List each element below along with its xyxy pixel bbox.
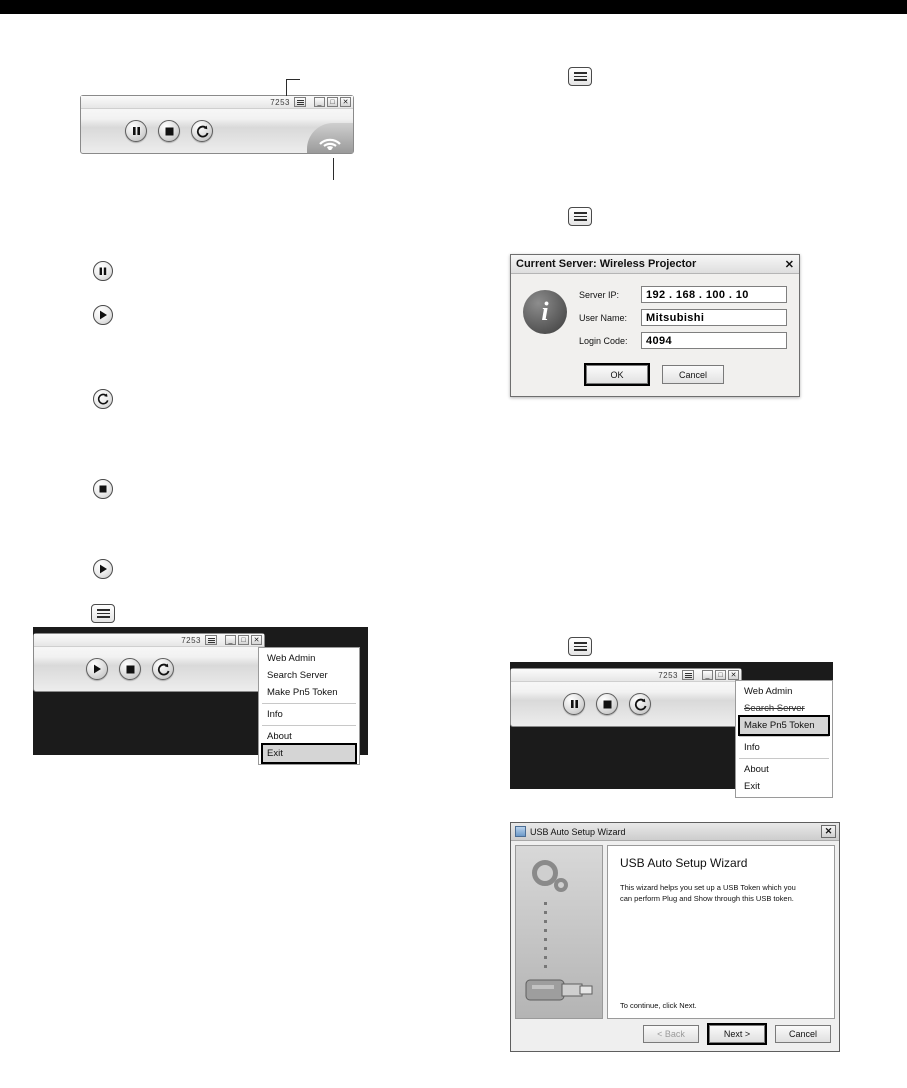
toolbar-body xyxy=(81,109,353,153)
toolbar-titlebar-token xyxy=(511,669,741,682)
dialog-buttons xyxy=(511,361,799,396)
page-top-band xyxy=(0,0,907,14)
user-name-field[interactable]: Mitsubishi xyxy=(641,309,787,326)
wizard-buttons xyxy=(511,1023,839,1051)
menu-divider-4 xyxy=(739,758,829,759)
toolbar-titlebar-exit xyxy=(34,634,264,647)
cancel-button[interactable]: Cancel xyxy=(662,365,724,384)
login-code-field[interactable]: 4094 xyxy=(641,332,787,349)
field-row-user-name xyxy=(579,309,787,326)
menu-item-info-2[interactable]: Info xyxy=(744,742,760,753)
dialog-titlebar xyxy=(511,255,799,274)
cancel-button-wizard[interactable]: Cancel xyxy=(775,1025,831,1043)
floating-toolbar-top[interactable] xyxy=(80,95,354,154)
menu-item-info[interactable]: Info xyxy=(267,709,283,720)
back-button[interactable]: < Back xyxy=(643,1025,699,1043)
refresh-icon xyxy=(93,389,113,409)
server-ip-label: Server IP: xyxy=(579,289,620,300)
maximize-button[interactable]: □ xyxy=(327,97,338,107)
gear-icon-small xyxy=(554,878,568,892)
play-icon-2 xyxy=(93,559,113,579)
wifi-signal-icon[interactable] xyxy=(307,123,353,153)
field-row-server-ip xyxy=(579,286,787,303)
dialog-title: Current Server: Wireless Projector xyxy=(516,258,697,270)
close-button-exit[interactable]: ✕ xyxy=(251,635,262,645)
menu-divider-2 xyxy=(262,725,356,726)
hamburger-menu-icon-token[interactable] xyxy=(682,670,694,680)
stop-button[interactable] xyxy=(158,120,180,142)
stop-icon xyxy=(93,479,113,499)
menu-item-search-server-2[interactable]: Search Server xyxy=(744,703,805,714)
wizard-main xyxy=(511,841,839,1023)
menu-icon-right-third xyxy=(568,637,592,656)
menu-item-make-pn5-token[interactable]: Make Pn5 Token xyxy=(267,687,338,698)
pause-button[interactable] xyxy=(125,120,147,142)
close-icon-wizard[interactable]: ✕ xyxy=(821,825,836,838)
maximize-button-token[interactable]: □ xyxy=(715,670,726,680)
dialog-body xyxy=(511,274,799,361)
usb-token-icon xyxy=(524,966,598,1010)
wizard-title-left xyxy=(515,826,626,837)
session-code-token: 7253 xyxy=(658,670,678,680)
menu-icon-right-second xyxy=(568,207,592,226)
floating-toolbar-exit[interactable] xyxy=(33,633,265,692)
menu-item-web-admin-2[interactable]: Web Admin xyxy=(744,686,793,697)
server-ip-field[interactable]: 192 . 168 . 100 . 10 xyxy=(641,286,787,303)
menu-item-exit[interactable]: Exit xyxy=(263,745,355,762)
usb-setup-wizard-window[interactable] xyxy=(510,822,840,1052)
callout-leader-top-h xyxy=(286,79,300,80)
play-button-exit[interactable] xyxy=(86,658,108,680)
play-icon xyxy=(93,305,113,325)
wizard-content xyxy=(607,845,835,1019)
ok-button[interactable]: OK xyxy=(586,365,648,384)
maximize-button-exit[interactable]: □ xyxy=(238,635,249,645)
session-code: 7253 xyxy=(270,97,290,107)
toolbar-body-token xyxy=(511,682,741,726)
next-button[interactable]: Next > xyxy=(709,1025,765,1043)
wizard-heading: USB Auto Setup Wizard xyxy=(620,856,748,870)
menu-item-about[interactable]: About xyxy=(267,731,292,742)
minimize-button-token[interactable]: _ xyxy=(702,670,713,680)
menu-divider-1 xyxy=(262,703,356,704)
close-button[interactable]: ✕ xyxy=(340,97,351,107)
menu-item-about-2[interactable]: About xyxy=(744,764,769,775)
toolbar-menu-token[interactable] xyxy=(735,680,833,798)
wizard-footer-note: To continue, click Next. xyxy=(620,1001,697,1010)
toolbar-body-exit xyxy=(34,647,264,691)
menu-item-search-server[interactable]: Search Server xyxy=(267,670,328,681)
refresh-button-token[interactable] xyxy=(629,693,651,715)
callout-leader-top xyxy=(286,79,287,96)
login-code-label: Login Code: xyxy=(579,335,628,346)
menu-item-web-admin[interactable]: Web Admin xyxy=(267,653,316,664)
stop-button-token[interactable] xyxy=(596,693,618,715)
toolbar-menu-exit[interactable] xyxy=(258,647,360,765)
hamburger-menu-icon-exit[interactable] xyxy=(205,635,217,645)
minimize-button-exit[interactable]: _ xyxy=(225,635,236,645)
close-icon[interactable]: ✕ xyxy=(784,258,794,271)
wizard-titlebar xyxy=(511,823,839,841)
toolbar-titlebar xyxy=(81,96,353,109)
field-row-login-code xyxy=(579,332,787,349)
callout-leader-wifi xyxy=(333,158,334,180)
pause-button-token[interactable] xyxy=(563,693,585,715)
app-icon xyxy=(515,826,526,837)
menu-divider-3 xyxy=(739,736,829,737)
pause-icon xyxy=(93,261,113,281)
menu-icon-left xyxy=(91,604,115,623)
wizard-body-text: This wizard helps you set up a USB Token which you can perform Plug and Show through this USB token. xyxy=(620,883,796,903)
refresh-button[interactable] xyxy=(191,120,213,142)
wizard-sidebar-graphic xyxy=(515,845,603,1019)
menu-item-exit-2[interactable]: Exit xyxy=(744,781,760,792)
current-server-dialog[interactable] xyxy=(510,254,800,397)
session-code-exit: 7253 xyxy=(181,635,201,645)
floating-toolbar-token[interactable] xyxy=(510,668,742,727)
refresh-button-exit[interactable] xyxy=(152,658,174,680)
close-button-token[interactable]: ✕ xyxy=(728,670,739,680)
user-name-label: User Name: xyxy=(579,312,628,323)
wizard-window-title: USB Auto Setup Wizard xyxy=(530,826,626,837)
menu-icon-right-top xyxy=(568,67,592,86)
dialog-fields xyxy=(579,286,787,355)
info-icon: i xyxy=(523,290,567,334)
minimize-button[interactable]: _ xyxy=(314,97,325,107)
stop-button-exit[interactable] xyxy=(119,658,141,680)
menu-item-make-pn5-token-2[interactable]: Make Pn5 Token xyxy=(740,717,828,734)
hamburger-menu-icon[interactable] xyxy=(294,97,306,107)
dotted-line-decoration xyxy=(544,902,547,968)
